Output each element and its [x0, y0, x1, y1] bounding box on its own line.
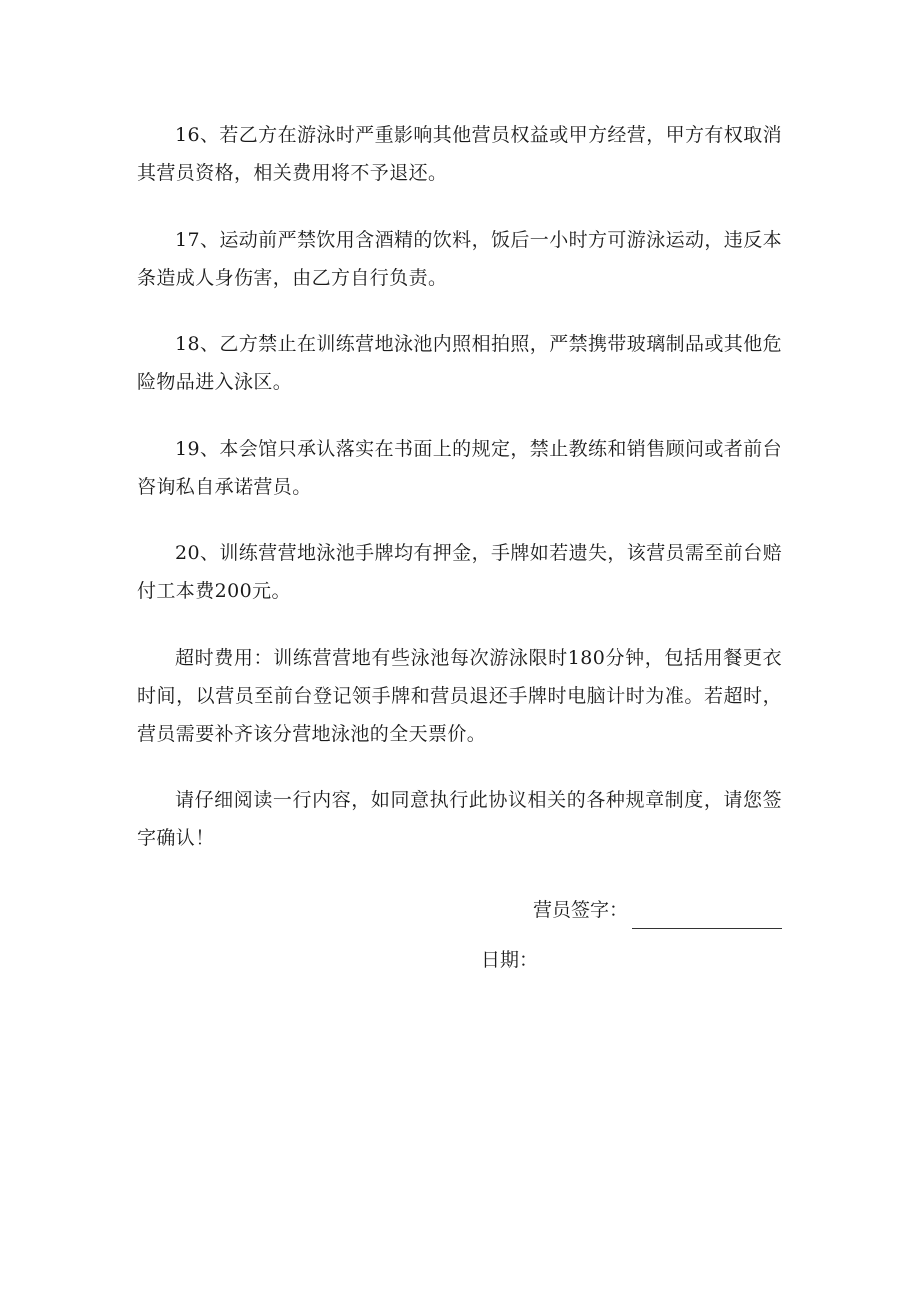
- clause-16: 16、若乙方在游泳时严重影响其他营员权益或甲方经营，甲方有权取消其营员资格，相关费用将不予退还。: [137, 124, 782, 184]
- overtime-fee-clause: 超时费用：训练营营地有些泳池每次游泳限时180分钟，包括用餐更衣时间，以营员至前台登记领手牌和营员退还手牌时电脑计时为准。若超时，营员需要补齐该分营地泳池的全天票价。: [137, 646, 782, 745]
- clause-18: 18、乙方禁止在训练营地泳池内照相拍照，严禁携带玻璃制品或其他危险物品进入泳区。: [137, 333, 782, 393]
- signature-label: 营员签字：: [532, 899, 628, 921]
- date-label: 日期：: [481, 949, 539, 971]
- clause-20: 20、训练营营地泳池手牌均有押金，手牌如若遗失，该营员需至前台赔付工本费200元。: [137, 542, 782, 602]
- signature-block: [137, 891, 782, 971]
- document-body: [137, 116, 782, 886]
- date-row: [481, 941, 538, 979]
- clause-17: 17、运动前严禁饮用含酒精的饮料，饭后一小时方可游泳运动，违反本条造成人身伤害，由乙方自行负责。: [137, 228, 782, 289]
- signature-row: [137, 891, 782, 929]
- signature-line[interactable]: [632, 902, 782, 929]
- confirmation-notice: 请仔细阅读一行内容，如同意执行此协议相关的各种规章制度，请您签字确认！: [137, 789, 782, 849]
- clause-19: 19、本会馆只承认落实在书面上的规定，禁止教练和销售顾问或者前台咨询私自承诺营员。: [137, 437, 782, 498]
